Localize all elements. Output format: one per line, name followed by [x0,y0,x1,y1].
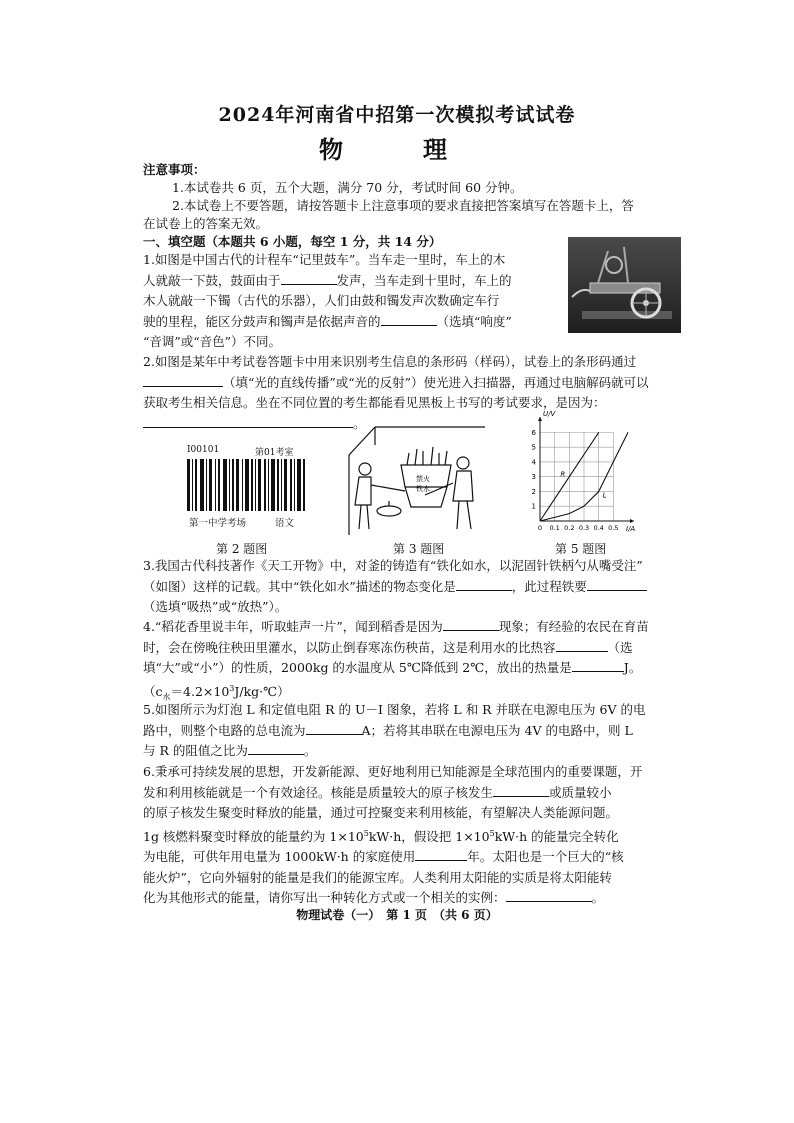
q1-line1: 1.如图是中国古代的计程车“记里鼓车”。当车走一里时，车上的木 [143,252,506,267]
drum-cart-photo [568,237,681,333]
y-tick-label: 1 [531,502,536,511]
y-tick-label: 6 [531,428,536,437]
notes-item-2-line2: 在试卷上的答案无效。 [143,216,269,231]
figure-2-caption: 第 2 题图 [216,542,268,556]
q3-line3: （选填“吸热”或“放热”）。 [143,599,288,614]
q4-line4: $(c_水=4.2\times 10^3J/kg\cdot℃)$ [143,683,290,702]
series-R-label: R [560,470,566,479]
figure-5-caption: 第 5 题图 [555,542,607,556]
section-heading: 一、填空题（本题共 6 小题，每空 1 分，共 14 分） [143,234,442,249]
q6-line5: 为电能，可供年用电量为 1000kW·h 的家庭使用 年。太阳也是一个巨大的“核 [143,849,624,865]
y-tick-label: 3 [531,473,536,482]
q3-blank-1[interactable] [456,578,512,591]
chart-grid [540,432,613,521]
q6-line2: 发和利用核能就是一个有效途径。核能是质量较大的原子核发生 或质量较小 [143,784,612,800]
q5-line2: 路中，则整个电路的总电流为 A；若将其串联在电源电压为 4V 的电路中，则 L [143,722,633,738]
furnace-label: 铁水 [416,485,430,493]
y-axis-arrow [538,417,542,421]
subject-title: 物 理 [319,135,475,164]
notes-heading: 注意事项： [143,162,206,177]
q4-line1: 4.“稻花香里说丰年，听取蛙声一片”，闻到稻香是因为 现象；有经验的农民在育苗 [143,619,649,634]
x-tick-label: 0.4 [593,524,604,532]
barcode-id: I00101 [187,445,220,455]
question-5 [143,700,688,762]
q6-line4: 1g 核燃料聚变时释放的能量约为 $1\times 10^5kW\cdot h$，假设把 $1\times 10^5kW\cdot h$ 的能量完全转化 [143,828,619,844]
q3-line2: （如图）这样的记载。其中“铁化如水”描述的物态变化是 ，此过程铁要 [143,577,683,598]
q4-blank-3[interactable] [572,659,624,672]
q1-line3: 木人就敲一下镯（古代的乐器），人们由鼓和镯发声次数确定车行 [143,293,500,308]
x-tick-label: 0.2 [564,524,575,532]
ui-chart [528,408,648,536]
chart-axes [538,417,634,523]
series-L-label: L [602,491,607,500]
q6-blank-3[interactable] [506,889,592,902]
y-tick-label: 2 [531,487,536,496]
page-footer: 物理试卷（一） 第 1 页 （共 6 页） [296,908,498,922]
y-axis-label: U/V [543,410,556,418]
page-title: 2024年河南省中招第一次模拟考试试卷 [218,104,576,126]
q4-blank-2[interactable] [556,639,608,652]
x-tick-label: 0 [537,524,543,532]
barcode-subject: 语文 [275,518,295,529]
y-tick-label: 5 [531,443,536,452]
q5-line3: 与 R 的阻值之比为 。 [143,743,317,758]
figure-3-caption: 第 3 题图 [393,542,445,556]
q6-blank-2[interactable] [415,848,467,861]
question-6 [143,762,688,909]
q1-blank-1[interactable] [281,272,337,285]
question-4 [143,617,688,708]
q2-line1: 2.如图是某年中考试卷答题卡中用来识别考生信息的条形码（样码），试卷上的条形码通过 [143,354,637,369]
q6-line6: 能火炉”，它向外辐射的能量是我们的能源宝库。人类利用太阳能的实质是将太阳能转 [143,869,612,885]
q5-blank-2[interactable] [248,742,304,755]
q4-blank-1[interactable] [443,618,499,631]
q4-line3: 填“大”或“小”）的性质，2000kg 的水温度从 5℃降低到 2℃，放出的热量是 J。 [143,660,642,675]
x-axis-arrow [630,519,634,523]
q3-blank-2[interactable] [587,578,647,591]
barcode-room: 第01考室 [255,448,294,458]
barcode-school: 第一中学考场 [189,518,247,529]
x-tick-label: 0.1 [549,524,560,532]
x-axis-label: I/A [626,525,636,533]
q5-blank-1[interactable] [306,722,362,735]
q6-line7: 化为其他形式的能量，请你写出一种转化方式或一个相关的实例： 。 [143,890,605,906]
barcode-figure [185,445,310,535]
q6-line3: 的原子核发生聚变时释放的能量，通过可控聚变来利用核能，有望解决人类能源问题。 [143,805,619,820]
x-tick-label: 0.3 [578,524,590,532]
q2-blank-2[interactable] [143,415,353,428]
chart-labels [532,410,636,533]
x-tick-label: 0.5 [608,524,619,532]
q1-blank-2[interactable] [381,313,437,326]
q1-line2: 人就敲一下鼓，鼓面由于 发声，当车走到十里时，车上的 [143,272,512,288]
q2-blank-1[interactable] [143,374,223,387]
q2-line4: 。 [143,414,683,435]
question-1 [143,250,563,353]
question-3 [143,556,683,618]
q4-line2: 时，会在傍晚往秧田里灌水，以防止倒春寒冻伤秧苗，这是利用水的比热容 （选 [143,639,633,655]
barcode-bars [185,459,307,513]
sign-label: 禁火 [416,475,430,483]
q1-line4: 驶的里程，能区分鼓声和镯声是依据声音的 （选填“响度” [143,313,512,329]
q2-line2: （填“光的直线传播”或“光的反射”）使光进入扫描器，再通过电脑解码就可以 [143,373,683,394]
casting-illustration [335,425,507,537]
notes-item-1: 1.本试卷共 6 页，五个大题，满分 70 分，考试时间 60 分钟。 [172,180,523,195]
notes-item-2-line1: 2.本试卷上不要答题，请按答题卡上注意事项的要求直接把答案填写在答题卡上，答 [172,198,634,213]
q1-line5: “音调”或“音色”）不同。 [143,334,282,349]
y-tick-label: 4 [531,458,536,467]
q6-line1: 6.秉承可持续发展的思想，开发新能源、更好地利用已知能源是全球范围内的重要课题，开 [143,764,643,779]
q2-line3: 获取考生相关信息。坐在不同位置的考生都能看见黑板上书写的考试要求，是因为： [143,395,606,410]
q6-blank-1[interactable] [493,784,549,797]
q3-line1: 3.我国古代科技著作《天工开物》中，对釜的铸造有“铁化如水，以泥固针铁柄勺从嘴受注” [143,558,643,573]
q5-line1: 5.如图所示为灯泡 L 和定值电阻 R 的 U－I 图象，若将 L 和 R 并联在电源电压为 6V 的电 [143,702,646,717]
